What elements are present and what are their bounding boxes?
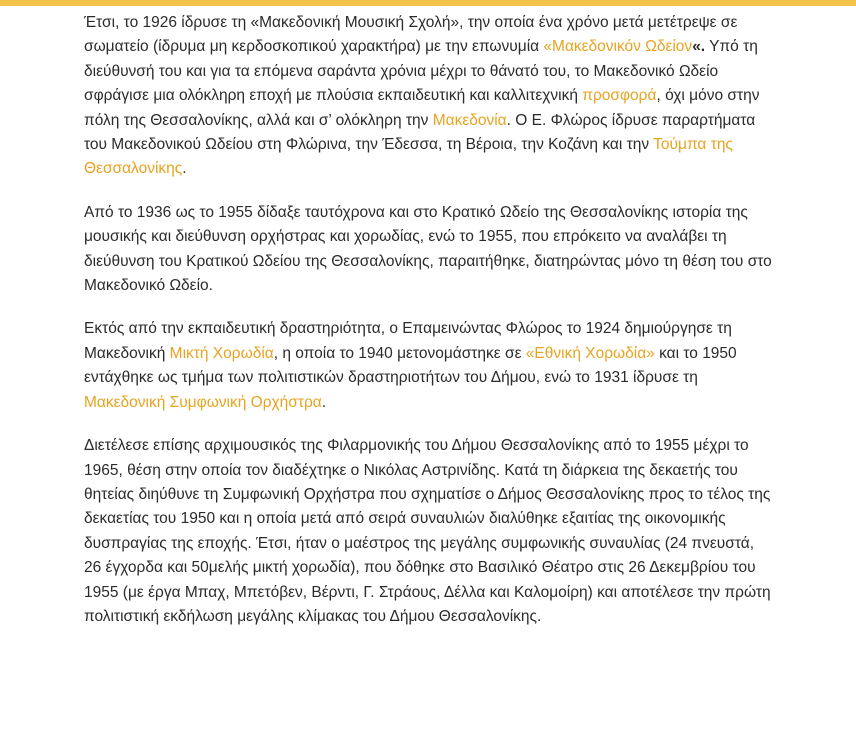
paragraph-1 xyxy=(84,11,774,182)
text-segment: . xyxy=(321,393,327,411)
paragraph-3 xyxy=(84,317,774,415)
link-toumpa-thessalonikis[interactable]: Τούμπα της Θεσσαλονίκης xyxy=(84,136,733,178)
text-segment: Εκτός από την εκπαιδευτική δραστηριότητα, ο Επαμεινώντας Φλώρος το 1924 δημιούργησε τη Μακεδονική xyxy=(84,320,732,362)
text-segment: Υπό τη διεύθυνσή του και για τα επόμενα σαράντα χρόνια μέχρι το θάνατό του, το Μακεδονικό Ωδείο σφράγισε μια ολόκληρη εποχή με πλούσια εκπαιδευτική και καλλιτεχνική xyxy=(84,38,758,105)
paragraph-2 xyxy=(84,201,774,299)
link-ethniki-chorodia[interactable]: «Εθνική Χορωδία» xyxy=(525,344,655,362)
text-segment: . Ο Ε. Φλώρος ίδρυσε παραρτήματα του Μακεδονικού Ωδείου στη Φλώρινα, την Έδεσσα, τη Βέροια, την Κοζάνη και την xyxy=(84,111,756,154)
link-makedonikon-odeion[interactable]: «Μακεδονικόν Ωδείον xyxy=(543,38,693,56)
link-makedoniki-symfoniki-orchistra[interactable]: Μακεδονική Συμφωνική Ορχήστρα xyxy=(84,393,322,411)
text-segment: και το 1950 εντάχθηκε ως τμήμα των πολιτιστικών δραστηριοτήτων του Δήμου, ενώ το 1931 ίδρυσε τη xyxy=(84,344,737,387)
article-body xyxy=(84,11,774,648)
text-segment: , όχι μόνο στην πόλη της Θεσσαλονίκης, αλλά και σ’ ολόκληρη την xyxy=(84,87,760,129)
text-segment: , η οποία το 1940 μετονομάστηκε σε xyxy=(273,344,526,362)
text-segment: Από το 1936 ως το 1955 δίδαξε ταυτόχρονα και στο Κρατικό Ωδείο της Θεσσαλονίκης ιστορία της μουσικής και διεύθυνση ορχήστρας και χορωδίας, ενώ το 1955, που επρόκειτο να αναλάβει τη διεύθυνση του Κρατικού Ωδείου της Θεσσαλονίκης, παραιτήθηκε, διατηρώντας μόνο τη θέση του στο Μακεδονικό Ωδείο. xyxy=(84,203,772,295)
top-accent-bar xyxy=(0,0,856,6)
text-segment: . xyxy=(182,160,187,178)
link-mikti-chorodia[interactable]: Μικτή Χορωδία xyxy=(169,344,274,362)
link-prosfora[interactable]: προσφορά xyxy=(582,87,657,105)
text-segment: Διετέλεσε επίσης αρχιμουσικός της Φιλαρμονικής του Δήμου Θεσσαλονίκης από το 1955 μέχρι το 1965, θέση στην οποία τον διαδέχτηκε ο Νικόλας Αστρινίδης. Κατά τη διάρκεια της δεκαετής του θητείας διηύθυνε τη Συμφωνική Ορχήστρα που σχηματίσε ο Δήμος Θεσσαλονίκης προς το τέλος της δεκαετίας του 1950 και η οποία μετά από σειρά συναυλιών διαλύθηκε εξαιτίας της οικονομικής δυσπραγίας της εποχής. Έτσι, ήταν ο μαέστρος της μεγάλης συμφωνικής συναυλίας (24 πνευστά, 26 έγχορδα και 50μελής μικτή χορωδία), που δόθηκε στο Βασιλικό Θέατρο στις 26 Δεκεμβρίου του 1955 (με έργα Μπαχ, Μπετόβεν, Βέρντι, Γ. Στράους, Δέλλα και Καλομοίρη) και αποτέλεσε την πρώτη πολιτιστική εκδήλωση μεγάλης κλίμακας του Δήμου Θεσσαλονίκης. xyxy=(84,437,771,625)
paragraph-4 xyxy=(84,434,774,629)
link-makedonia[interactable]: Μακεδονία xyxy=(432,111,507,129)
text-segment: «. xyxy=(692,38,706,56)
text-segment: Έτσι, το 1926 ίδρυσε τη «Μακεδονική Μουσική Σχολή», την οποία ένα χρόνο μετά μετέτρεψε σε σωματείο (ίδρυμα μη κερδοσκοπικού χαρακτήρα) με την επωνυμία xyxy=(84,14,738,56)
